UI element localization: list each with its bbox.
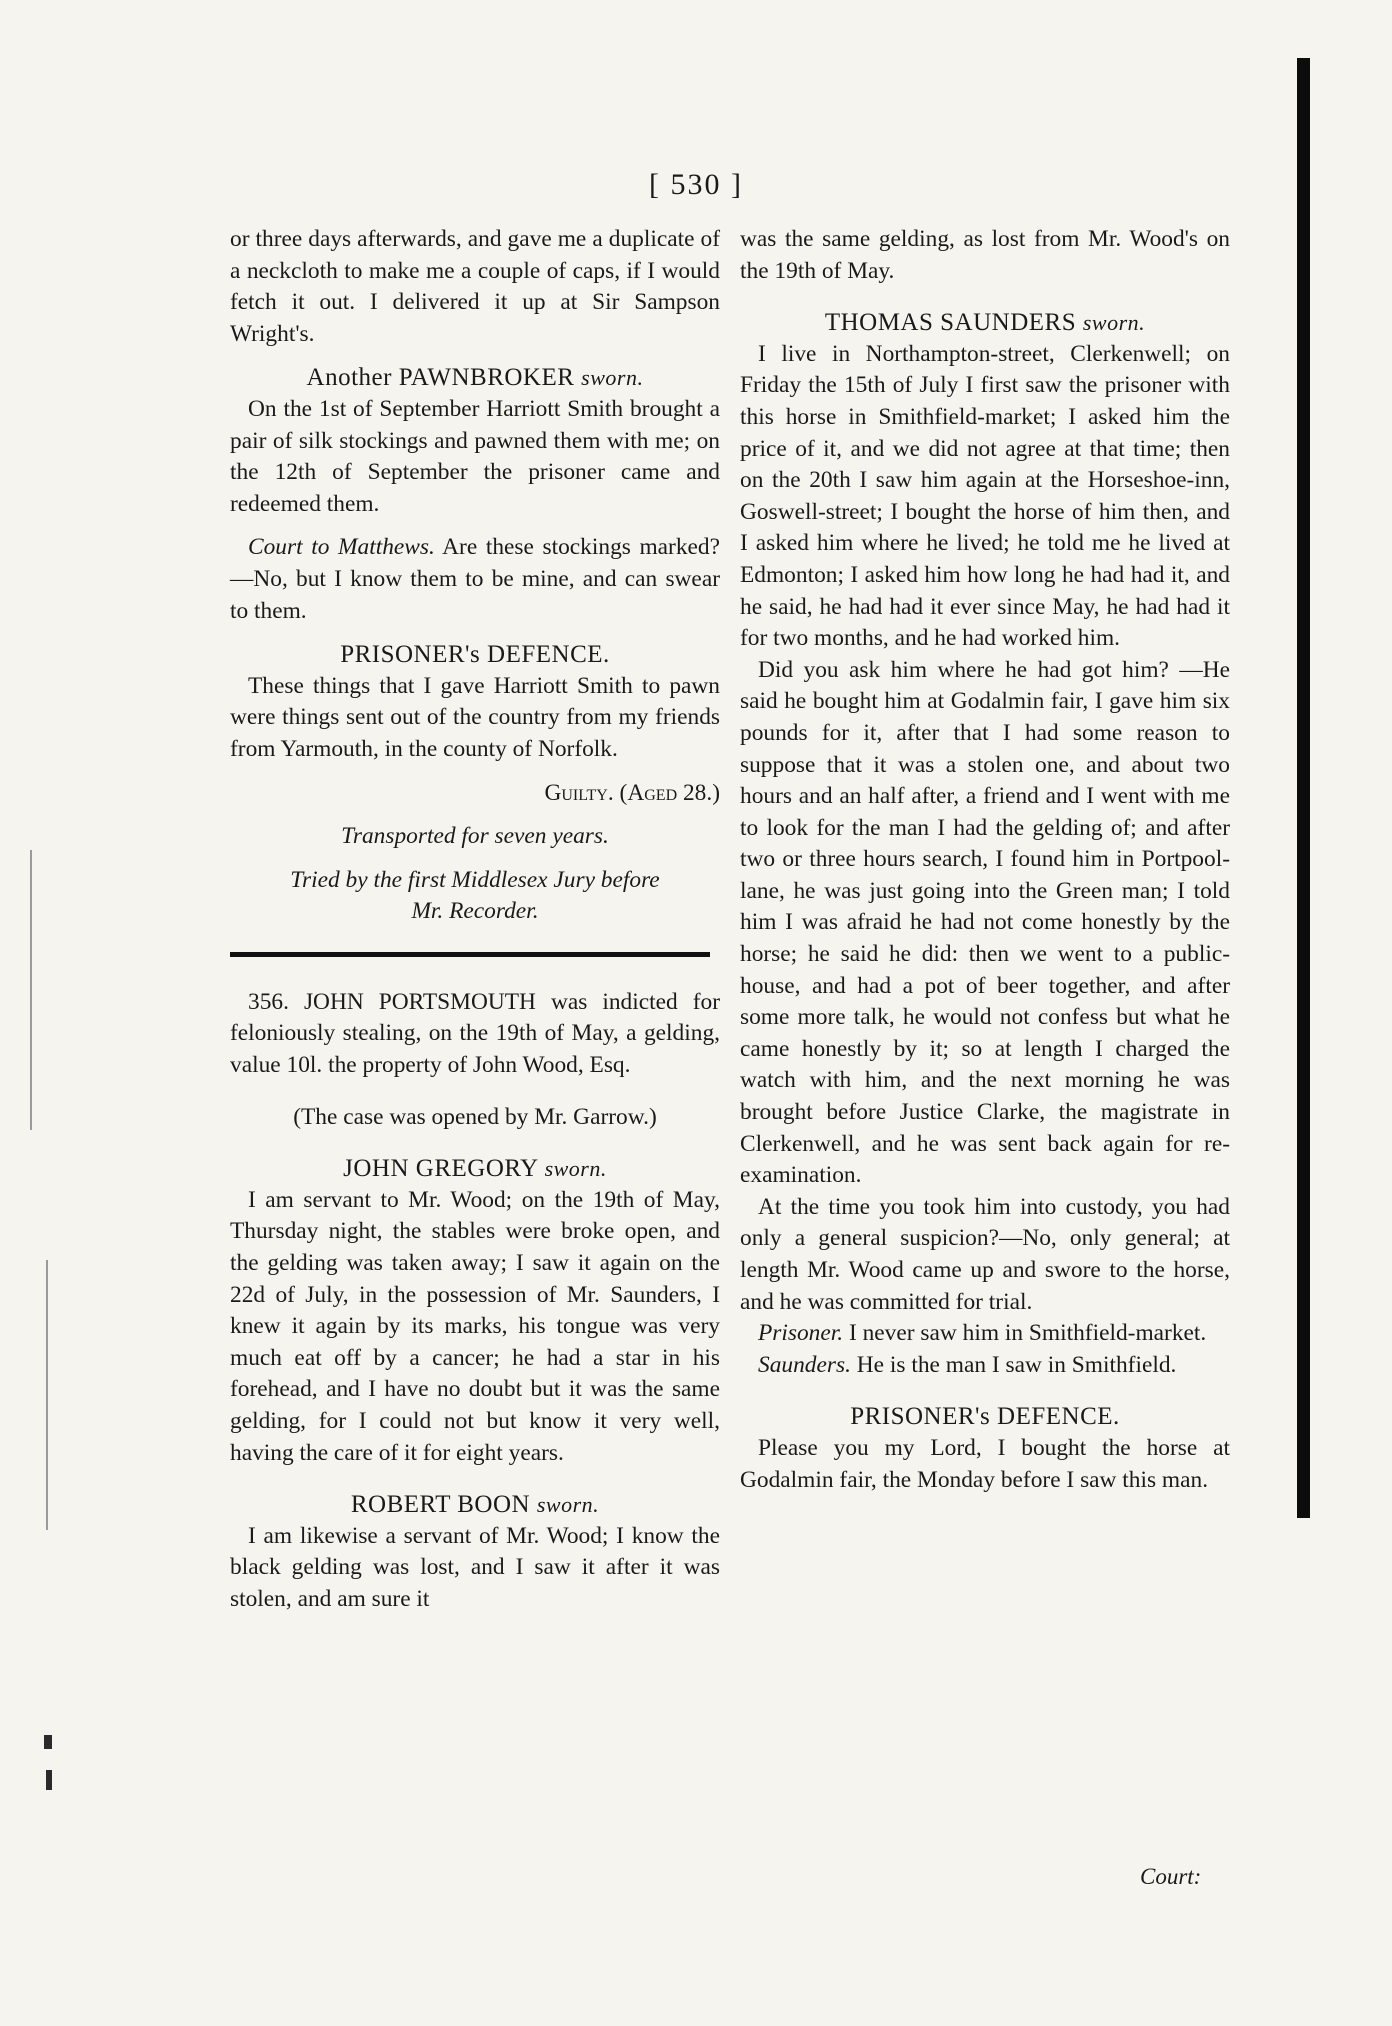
paragraph <box>740 1350 1230 1382</box>
paragraph: Please you my Lord, I bought the horse at Godalmin fair, the Monday before I saw this man. <box>740 1434 1230 1493</box>
speech-text: Are these stockings marked?—No, but I know them to be mine, and can swear to them. <box>230 534 720 624</box>
paragraph: These things that I gave Harriott Smith to pawn were things sent out of the country from my friends from Yarmouth, in the county of Norfolk. <box>230 672 720 762</box>
paragraph: I live in Northampton-street, Clerkenwell; on Friday the 15th of July I first saw the prisoner with this horse in Smithfield-market; I asked him the price of it, and we did not agree at that time; then on the 20th I saw him again at the Horseshoe-inn, Goswell-street; I bought the horse of him then, and I asked him where he lived; he told me he lived at Edmonton; I asked him how long he had had it, and he said, he had had it ever since May, he had had it for two months, and he had worked him. <box>740 340 1230 652</box>
witness-name: JOHN GREGORY <box>343 1155 538 1183</box>
sentence: Transported for seven years. <box>341 823 609 850</box>
paragraph: I am servant to Mr. Wood; on the 19th of May, Thursday night, the stables were broke open, and the gelding was taken away; I saw it again on the 22d of July, in the possession of Mr. Saunders, I knew it again by its marks, his tongue was very much eat off by a cancer; he had a star in his forehead, and I have no doubt but it was the same gelding, for I could not but know it very well, having the care of it for eight years. <box>230 1186 720 1466</box>
paragraph: or three days afterwards, and gave me a duplicate of a neckcloth to make me a couple of caps, if I would fetch it out. I delivered it up at Sir Sampson Wright's. <box>230 226 720 347</box>
section-heading: PRISONER's DEFENCE. <box>340 641 610 669</box>
witness-name: Another PAWNBROKER <box>306 364 575 392</box>
scan-speck <box>44 1735 52 1749</box>
binding-edge-bar <box>1297 58 1310 1518</box>
scan-speck <box>30 850 32 1130</box>
section-heading: PRISONER's DEFENCE. <box>850 1403 1120 1431</box>
tried-note: Tried by the first Middlesex Jury before <box>290 866 660 893</box>
speech-text: I never saw him in Smithfield-market. <box>843 1320 1207 1347</box>
speech-text: He is the man I saw in Smithfield. <box>850 1351 1177 1378</box>
tried-note-line2 <box>230 896 720 928</box>
verdict: Guilty. (Aged 28.) <box>544 779 720 806</box>
sworn-label: sworn. <box>1082 310 1146 336</box>
catchword: Court: <box>1140 1864 1202 1889</box>
section-heading <box>740 307 1230 339</box>
paragraph: At the time you took him into custody, you had only a general suspicion?—No, only general; at length Mr. Wood came up and swore to the horse, and he was committed for trial. <box>740 1193 1230 1315</box>
section-heading <box>230 1489 720 1521</box>
speaker-label: Prisoner. <box>758 1320 844 1347</box>
paragraph: On the 1st of September Harriott Smith brought a pair of silk stockings and pawned them with me; on the 12th of September the prisoner came and redeemed them. <box>230 395 720 517</box>
sworn-label: sworn. <box>581 365 644 391</box>
speaker-label: Saunders. <box>758 1351 851 1378</box>
page-number: [ 530 ] <box>649 168 743 201</box>
paragraph: was the same gelding, as lost from Mr. Wood's on the 19th of May. <box>740 226 1230 284</box>
left-column <box>230 224 720 1616</box>
paragraph: Did you ask him where he had got him? —He said he bought him at Godalmin fair, I gave him six pounds for it, after that I had some reason to suppose that it was a stolen one, and about two hours and an half after, a friend and I went with me to look for the man I had the gelding of; and after two or three hours search, I found him in Portpool-lane, he was just going into the Green man; I told him I was afraid he had not come honestly by the horse; he said he did: then we went to a public-house, and had a pot of beer together, and after some more talk, he would not confess but what he came honestly by it; so at length I charged the watch with him, and the next morning he was brought before Justice Clarke, the magistrate in Clerkenwell, and he was sent back again for re-examination. <box>740 656 1230 1189</box>
scan-speck <box>46 1260 48 1530</box>
paragraph: I am likewise a servant of Mr. Wood; I know the black gelding was lost, and I saw it after it was stolen, and am sure it <box>230 1522 720 1612</box>
paragraph <box>230 532 720 627</box>
witness-name: THOMAS SAUNDERS <box>824 309 1077 337</box>
paragraph: 356. JOHN PORTSMOUTH was indicted for feloniously stealing, on the 19th of May, a gelding, value 10l. the property of John Wood, Esq. <box>230 988 720 1079</box>
paragraph <box>740 1318 1230 1350</box>
speaker-label: Court to Matthews. <box>248 534 435 561</box>
tried-note-text: Mr. Recorder. <box>411 898 539 925</box>
section-heading <box>230 362 720 394</box>
sworn-label: sworn. <box>536 1492 600 1518</box>
sworn-label: sworn. <box>544 1156 607 1182</box>
scan-speck <box>46 1770 52 1790</box>
section-heading <box>230 1153 720 1185</box>
paragraph: (The case was opened by Mr. Garrow.) <box>293 1103 657 1130</box>
witness-name: ROBERT BOON <box>350 1491 531 1519</box>
right-column <box>740 224 1230 1496</box>
divider-rule <box>230 952 710 957</box>
